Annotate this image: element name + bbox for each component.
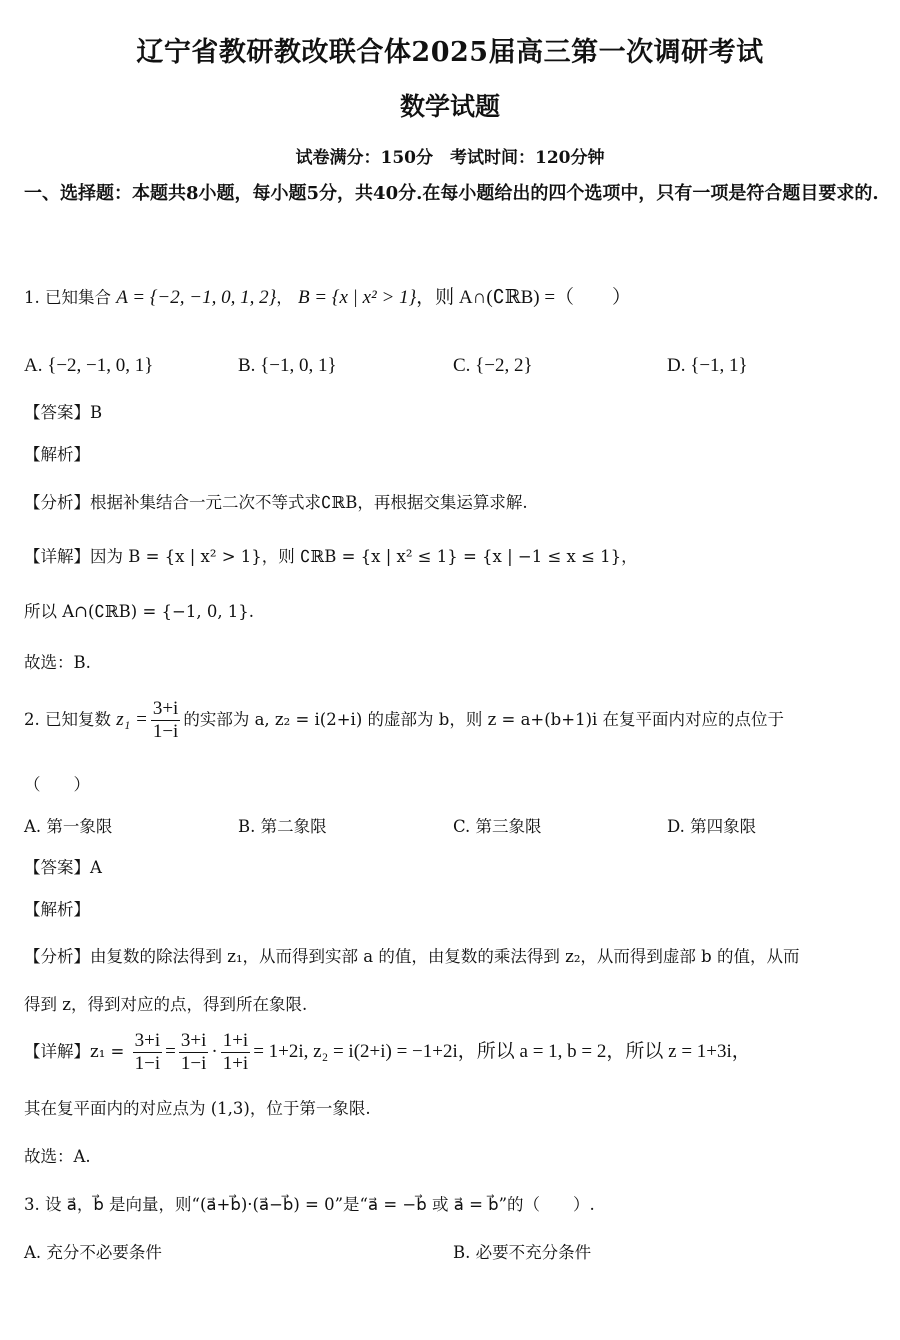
q2-z1-numerator: 3+i — [152, 698, 179, 719]
q1-option-a: A. {−2, −1, 0, 1} — [24, 355, 154, 376]
q2-detail-frac1-den: 1−i — [134, 1053, 161, 1074]
page-title: 辽宁省教研教改联合体2025届高三第一次调研考试 — [136, 37, 764, 68]
q1-option-b: B. {−1, 0, 1} — [238, 355, 337, 376]
q2-stem-mid: 的实部为 a, z₂ = i(2+i) 的虚部为 b，则 z = a+(b+1)i 在复平面内对应的点位于 — [183, 710, 785, 729]
q2-option-c: C. 第三象限 — [453, 817, 542, 836]
q1-set-b: B = {x | x² > 1} — [297, 287, 417, 308]
q1-stem: 1. 已知集合 A = {−2, −1, 0, 1, 2}， B = {x | x² > 1}，则 A∩(∁ℝB) =（ ） — [24, 287, 632, 308]
q1-set-a: A = {−2, −1, 0, 1, 2} — [116, 287, 277, 308]
q2-stem-prefix: 2. 已知复数 — [24, 710, 111, 729]
subject-title: 数学试题 — [399, 92, 500, 121]
q2-detail-fraction-2 — [179, 1030, 209, 1075]
q1-ask: ，则 A∩(∁ℝB) =（ ） — [416, 287, 632, 308]
q2-detail-fraction-1 — [133, 1030, 163, 1075]
q1-conclusion: 所以 A∩(∁ℝB) = {−1, 0, 1}. — [24, 602, 255, 621]
q2-detail-frac2-num: 3+i — [180, 1030, 207, 1051]
q2-fenxi-line2: 得到 z，得到对应的点，得到所在象限. — [24, 995, 308, 1014]
q2-option-d: D. 第四象限 — [667, 817, 757, 836]
q2-detail-frac1-num: 3+i — [134, 1030, 161, 1051]
q1-fenxi: 【分析】根据补集结合一元二次不等式求∁ℝB，再根据交集运算求解. — [24, 493, 528, 512]
q2-paren: （ ） — [24, 775, 90, 794]
exam-info: 试卷满分：150分 考试时间：120分钟 — [295, 148, 605, 168]
q2-detail-fraction-3: $\frac{1+i}{1+i}$ — [222, 1030, 249, 1074]
q2-detail-prefix: 【详解】z₁ = — [24, 1042, 125, 1061]
q1-detail: 【详解】因为 B = {x | x² > 1}，则 ∁ℝB = {x | x² ≤ 1} = {x | −1 ≤ x ≤ 1}， — [24, 547, 638, 566]
q1-choice: 故选：B. — [24, 653, 91, 672]
q1-stem-prefix: 1. 已知集合 — [24, 288, 111, 307]
q2-stem — [24, 698, 784, 743]
section-heading: 一、选择题：本题共8小题，每小题5分，共40分.在每小题给出的四个选项中，只有一项是符合题目要求的. — [24, 183, 879, 204]
q2-point: 其在复平面内的对应点为 (1,3)，位于第一象限. — [24, 1099, 371, 1118]
q1-option-c: C. {−2, 2} — [453, 355, 533, 376]
q2-z1-lhs: z₁ = — [116, 709, 148, 730]
q2-z1-fraction — [151, 698, 181, 743]
q1-option-d: D. {−1, 1} — [667, 355, 748, 376]
q2-z1-denominator: 1−i — [152, 721, 179, 742]
q2-answer: 【答案】A — [24, 858, 102, 877]
q2-analysis-label: 【解析】 — [24, 900, 90, 919]
q3-option-b: B. 必要不充分条件 — [453, 1243, 592, 1262]
q1-analysis-label: 【解析】 — [24, 445, 90, 464]
q2-option-b: B. 第二象限 — [238, 817, 327, 836]
q2-choice: 故选：A. — [24, 1147, 91, 1166]
q1-answer: 【答案】B — [24, 403, 103, 422]
q2-detail-frac2-den: 1−i — [180, 1053, 207, 1074]
q2-detail: 【详解】z₁ = $\frac{3+i}{1-i}$ = $\frac{3+i}{1-i}$ · $\frac{1+i}{1+i}$ = 1+2i, z₂ = i(2+i) = −1+2i，所以 a = 1, b = 2，所以 z = 1+3i， — [24, 1030, 751, 1074]
q2-option-a: A. 第一象限 — [24, 817, 113, 836]
q2-detail-rest: = 1+2i, z₂ = i(2+i) = −1+2i，所以 a = 1, b = 2，所以 z = 1+3i， — [253, 1041, 751, 1062]
q3-stem: 3. 设 a⃗，b⃗ 是向量，则“(a⃗+b⃗)·(a⃗−b⃗) = 0”是“a⃗ = −b⃗ 或 a⃗ = b⃗”的（ ）. — [24, 1195, 595, 1214]
q3-option-a: A. 充分不必要条件 — [24, 1243, 162, 1262]
q2-fenxi-line1: 【分析】由复数的除法得到 z₁，从而得到实部 a 的值，由复数的乘法得到 z₂，从而得到虚部 b 的值，从而 — [24, 947, 800, 966]
